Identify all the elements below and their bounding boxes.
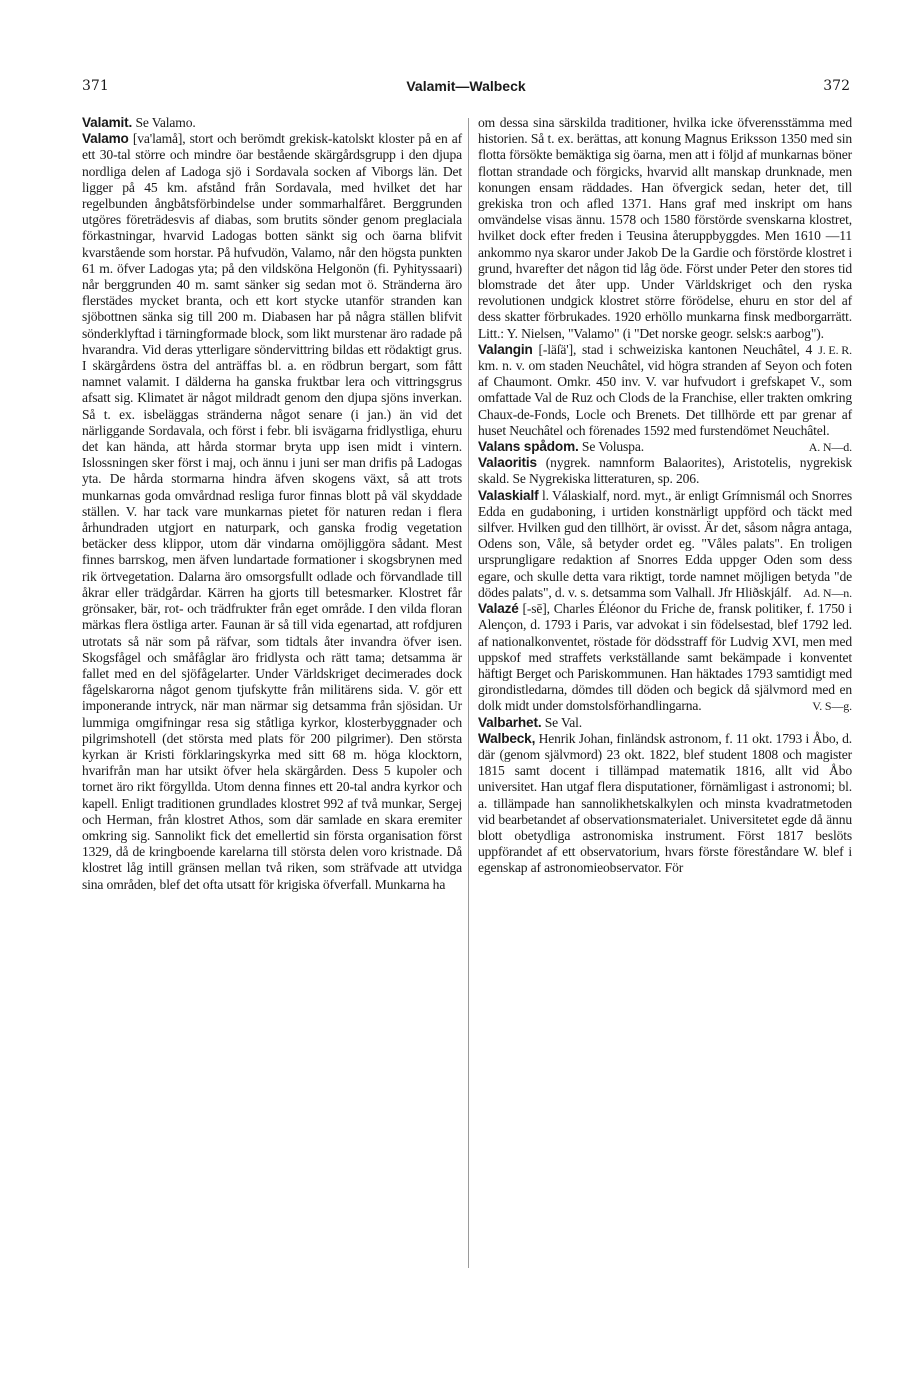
- entry-text: Se Valamo.: [135, 115, 196, 130]
- page-number-right: 372: [823, 78, 850, 94]
- headword: Valamo: [82, 131, 129, 147]
- entry-text: Henrik Johan, finländsk astronom, f. 11 okt. 1793 i Åbo, d. där (genom självmord) 23 okt. 1822, blef student 1808 och magister 1815 samt docent i tillämpad matematik 1816, allt vid Åbo universitet. Han utgaf flera disputationer, förnämligast i astronomi; bl. a. tillämpade han sannolikhetskalkylen och minsta kvadratmetoden vid bearbetandet af observationsmaterialet. Universitetet egde då ännu blott obetydliga astronomiska instrument. Först 1817 beslöts uppförandet af ett observatorium, hvars förste föreståndare W. blef i egenskap af astronomieobservator. För: [478, 730, 852, 876]
- page-header: [82, 78, 850, 98]
- entry-valaze: [478, 601, 852, 714]
- entry-text: [-sē], Charles Éléonor du Friche de, fransk politiker, f. 1750 i Alençon, d. 1793 i Paris, var advokat i sin födelsestad, blef 1792 led. af nationalkonventet, röstade för dödsstraff för Ludvig XVI, men med uppskof med straffets verkställande samt bekämpade i konventet häftigt Berget och Pariskommunen. Han häktades 1793 samtidigt med girondistledarna, dömdes till döden och begick då självmord med en dolk midt under domstolsförhandlingarna.: [478, 601, 852, 714]
- entry-valamit: [82, 115, 462, 131]
- entry-text: Se Voluspa.: [581, 439, 644, 455]
- headword: Valans spådom.: [478, 439, 579, 455]
- author-signature: A. N—d.: [808, 440, 852, 455]
- headword: Valazé: [478, 601, 519, 617]
- entry-valaskialf: [478, 488, 852, 601]
- author-signature: Ad. N—n.: [802, 585, 852, 600]
- page-number-left: 371: [82, 78, 109, 94]
- headword: Valaskialf: [478, 487, 539, 503]
- headword: Valamit.: [82, 115, 133, 130]
- entry-walbeck: [478, 731, 852, 877]
- entry-valans-spadom: [478, 439, 852, 455]
- entry-text: (nygrek. namnform Balaorites), Aristotelis, nygrekisk skald. Se Nygrekiska litteraturen, sp. 206.: [478, 455, 852, 487]
- headword: Valbarhet.: [478, 714, 542, 730]
- author-signature: V. S—g.: [812, 699, 852, 714]
- running-title: Valamit—Walbeck: [406, 78, 526, 94]
- entry-text: Se Val.: [544, 714, 582, 730]
- right-column: [478, 115, 852, 877]
- left-column: [82, 115, 462, 893]
- author-signature: J. E. R.: [818, 342, 852, 357]
- column-divider: [468, 118, 469, 1268]
- entry-valaoritis: [478, 455, 852, 487]
- headword: Valangin: [478, 341, 533, 357]
- entry-text: [-läſä'], stad i schweiziska kantonen Neuchâtel, 4 km. n. v. om staden Neuchâtel, vid högra stranden af Seyon och foten af Chaumont. Omkr. 450 inv. V. var hufvudort i grefskapet V., som omfattade Val de Ruz och Clods de la Franchise, eller trakten omkring Chaux-de-Fonds, Locle och Brenets. Det tillhörde ett par grenar af huset Neuchâtel och förenades 1592 med furstendömet Neuchâtel.: [478, 341, 852, 438]
- entry-valbarhet: [478, 715, 852, 731]
- headword: Valaoritis: [478, 455, 537, 471]
- entry-text: l. Válaskialf, nord. myt., är enligt Grímnismál och Snorres Edda en gudaboning, i urtiden konstnärligt uppförd och täckt med silfver. Hvilken gud den tillhört, är ovisst. Är det, såsom några antaga, Odens son, Våle, så betyder ordet eg. "Våles palats". En troligen ursprungligare redaktion af Snorres Edda uppger Oden som dess egare, och skulle detta vara riktigt, torde namnet möjligen betyda "de dödes palats", d. v. s. detsamma som Valhall. Jfr Hliðskjálf.: [478, 487, 852, 600]
- entry-valamo: [82, 131, 462, 893]
- headword: Walbeck,: [478, 730, 536, 746]
- entry-text: [va'lamå], stort och berömdt grekisk-katolskt kloster på en af ett 30-tal större och mindre öar bestående skärgårdsgrupp i den djupa nordliga delen af Ladoga sjö i Sordavala socken af Viborgs län. Det ligger på 45 km. afstånd från Sordavala, med hvilket det har regelbunden ångbåtsförbindelse under sommarhalfåret. Berggrunden utgöres företrädesvis af diabas, som brutits sönder genom preglaciala förkastningar, hvarvid Ladogas botten sänkt sig och öarna blifvit kvarstående som horstar. På hufvudön, Valamo, når den högsta punkten 61 m. öfver Ladogas yta; på den vildsköna Helgonön (fi. Pyhityssaari) når berggrunden 40 m. samt sänker sig sedan mot ö. Stränderna äro flerstädes mycket branta, och ett kort stycke utanför stranden kan sjöbottnen sänka sig till 200 m. Diabasen har på några ställen blifvit sönderklyftad i tärningformade block, som likt murstenar äro radade på hvarandra. Vid deras ytterligare söndervittring bildas ett rödaktigt grus. I skärgårdens östra del anträffas bl. a. en rödbrun bergart, som fått namnet valamit. I dälderna ha ganska fruktbar lera och vittringsgrus afsatt sig. Klimatet är något mildradt genom den djupa sjöns inverkan. Så t. ex. isbeläggas stränderna något senare (i jan.) än vid det närliggande Sordavala, och först i febr. bli isvägarna fridlystliga, ehuru det kan hända, att hårda stormar bryta upp isen midt i vintern. Islossningen sker först i maj, och ännu i juni ser man drifis på Ladogas yta. De hårda stormarna hindra äfven skogens växt, så att trots munkarnas goda omvårdnad resliga furor finnas blott på väl skyddade ställen. V. har tack vare munkarnas pietet för naturen redan i flera århundraden utgjort en naturpark, och ganska frodig vegetation betäcker dess klippor, utom där vindarna omöjliggöra sådant. Mest finnes barrskog, men äfven lundartade formationer i skogsbrynen med rik örtvegetation. Dalarna äro omsorgsfullt odlade och förvandlade till åkrar eller trädgårdar. Kärren ha gjorts till betesmarker. Klostret får grönsaker, bär, rot- och trädfrukter från eget område. I den vilda floran märkas flera östliga arter. Faunan är så till vida egenartad, att rofdjuren utrotats så när som på räfvar, som tidtals åter invandra öfver isen. Skogsfågel och småfåglar äro fridlysta och rätt tama; detsamma är fallet med en del sjöfågelarter. Under Världskriget decimerades dock fågelskarorna något genom tjufskytte från militärens sida. V. gör ett imponerande intryck, när man närmar sig detsamma från sjösidan. Ur lummiga omgifningar resa sig ståtliga kyrkor, klosterbyggnader och pilgrimshotell (det största med plats för 200 pilgrimer). Den största kyrkan är Kristi förklaringskyrka med sitt 68 m. höga klocktorn, hvarifrån man har utsikt öfver hela skärgården. Dess 5 kupoler och tornet äro rikt förgyllda. Utom denna finnes ett 20-tal andra kyrkor och kapell. Enligt traditionen grundlades klostret 992 af två munkar, Sergej och Herman, från klostret Athos, som där samlade en skara eremiter omkring sig. Sannolikt fick det emellertid sin första organisation först 1329, då de kringboende karelarna till största delen voro kristnade. Då klostret låg intill gränsen mellan två riken, som sträfvade att utvidga sina områden, blef det ofta utsatt för krigiska öfverfall. Munkarna ha: [82, 131, 462, 892]
- entry-text: om dessa sina särskilda traditioner, hvilka icke öfverensstämma med historien. Så t. ex. berättas, att konung Magnus Eriksson 1350 med sin flotta försökte bemäktiga sig öarna, men att i följd af munkarnas böner flottan strandade och förgicks, hvarvid allt manskap drunknade, men konungen ensam räddades. Han öfvergick sedan, heter det, till grekiska tron och afled 1371. Hans graf med inskript om hans omvändelse visas ännu. 1578 och 1580 förstörde svenskarna klostret, hvilket dock efter freden i Teusina återuppbyggdes. Men 1610 —11 ankommo nya skaror under Jakob De la Gardie och förstörde klostret i grund, hvarefter det någon tid låg öde. Först under Peter den stores tid blomstrade det åter upp. Under Världskriget och den ryska revolutionen undgick klostret större förödelse, ehuru en stor del af dess skatter förbrukades. 1920 erhöllo munkarna finsk medborgarrätt. Litt.: Y. Nielsen, "Valamo" (i "Det norske geogr. selsk:s aarbog").: [478, 115, 852, 341]
